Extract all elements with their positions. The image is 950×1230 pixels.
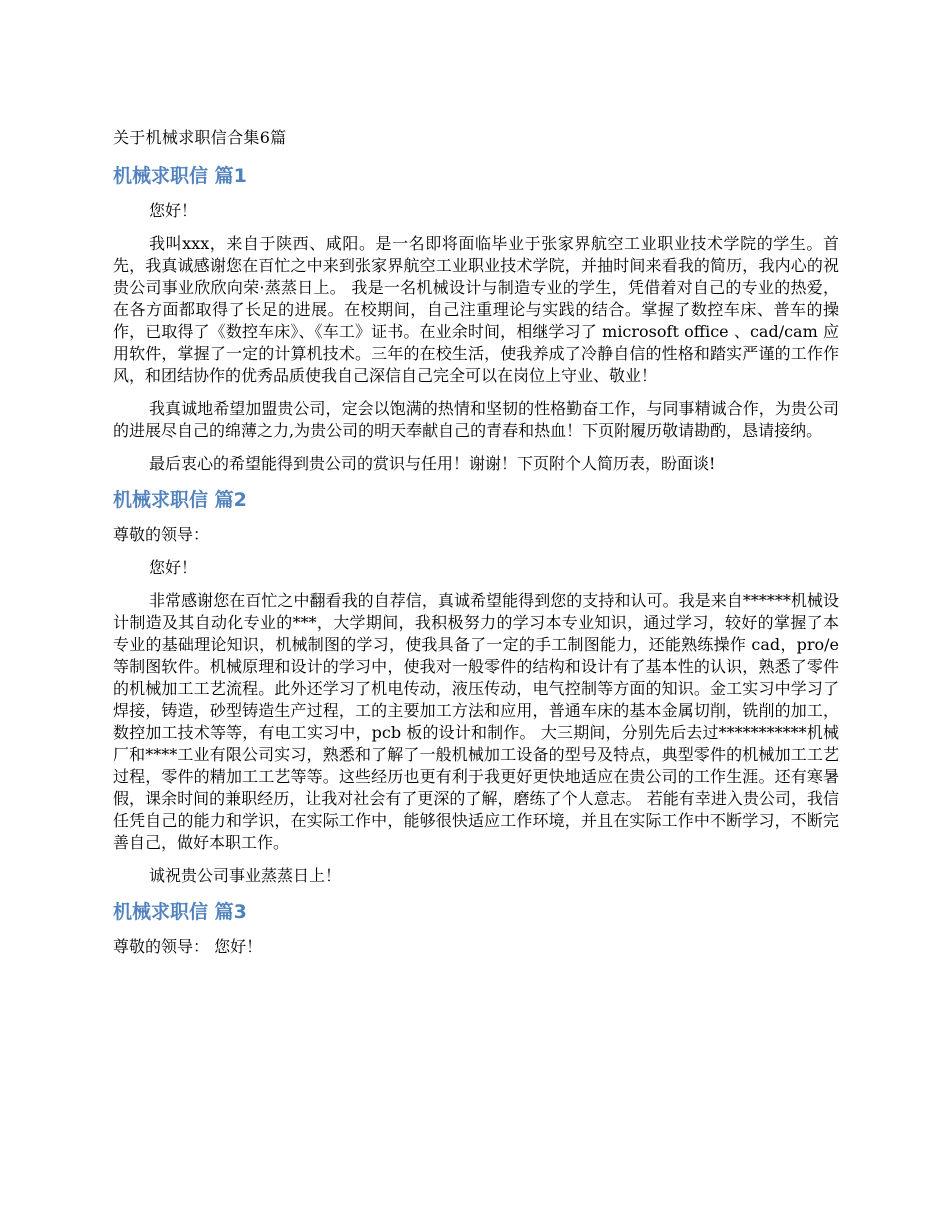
section-heading: 机械求职信 篇3 bbox=[113, 901, 247, 923]
section-3 bbox=[113, 898, 839, 958]
section-2 bbox=[113, 486, 839, 887]
section-heading: 机械求职信 篇1 bbox=[113, 165, 247, 187]
document-title: 关于机械求职信合集6篇 bbox=[113, 128, 287, 147]
salutation: 尊敬的领导： bbox=[113, 525, 210, 544]
body-paragraph: 我真诚地希望加盟贵公司，定会以饱满的热情和坚韧的性格勤奋工作，与同事精诚合作，为贵公司的进展尽自己的绵薄之力,为贵公司的明天奉献自己的青春和热血！下页附履历敬请勘酌，恳请接纳。 bbox=[113, 399, 839, 440]
body-paragraph: 我叫xxx，来自于陕西、咸阳。是一名即将面临毕业于张家界航空工业职业技术学院的学生。首先，我真诚感谢您在百忙之中来到张家界航空工业职业技术学院，并抽时间来看我的简历，我内心的祝贵公司事业欣欣向荣·蒸蒸日上。 我是一名机械设计与制造专业的学生，凭借着对自己的专业的热爱，在各方面都取得了长足的进展。在校期间，自己注重理论与实践的结合。掌握了数控车床、普车的操作，已取得了《数控车床》、《车工》证书。在业余时间，相继学习了 microsoft office 、cad/cam 应用软件，掌握了一定的计算机技术。三年的在校生活，使我养成了冷静自信的性格和踏实严谨的工作作风，和团结协作的优秀品质使我自己深信自己完全可以在岗位上守业、敬业！ bbox=[113, 234, 839, 385]
salutation: 尊敬的领导： 您好！ bbox=[113, 937, 263, 956]
closing-paragraph: 诚祝贵公司事业蒸蒸日上！ bbox=[149, 866, 342, 885]
section-1 bbox=[113, 162, 839, 475]
body-paragraph: 非常感谢您在百忙之中翻看我的自荐信，真诚希望能得到您的支持和认可。我是来自******机械设计制造及其自动化专业的***，大学期间，我积极努力的学习本专业知识，通过学习，较好的掌握了本专业的基础理论知识，机械制图的学习，使我具备了一定的手工制图能力，还能熟练操作 cad，pro/e 等制图软件。机械原理和设计的学习中，使我对一般零件的结构和设计有了基本性的认识，熟悉了零件的机械加工工艺流程。此外还学习了机电传动，液压传动，电气控制等方面的知识。金工实习中学习了焊接，铸造，砂型铸造生产过程，工的主要加工方法和应用，普通车床的基本金属切削，铣削的加工，数控加工技术等等，有电工实习中，pcb 板的设计和制作。 大三期间，分别先后去过***********机械厂和****工业有限公司实习，熟悉和了解了一般机械加工设备的型号及特点，典型零件的机械加工工艺过程，零件的精加工工艺等等。这些经历也更有利于我更好更快地适应在贵公司的工作生涯。还有寒暑假，课余时间的兼职经历，让我对社会有了更深的了解，磨练了个人意志。 若能有幸进入贵公司，我信任凭自己的能力和学识，在实际工作中，能够很快适应工作环境，并且在实际工作中不断学习，不断完善自己，做好本职工作。 bbox=[113, 591, 839, 852]
body-paragraph: 最后衷心的希望能得到贵公司的赏识与任用！谢谢！下页附个人简历表，盼面谈! bbox=[149, 454, 716, 473]
greeting: 您好！ bbox=[149, 201, 198, 220]
document-page bbox=[113, 124, 839, 969]
section-heading: 机械求职信 篇2 bbox=[113, 489, 247, 511]
greeting: 您好！ bbox=[149, 558, 198, 577]
